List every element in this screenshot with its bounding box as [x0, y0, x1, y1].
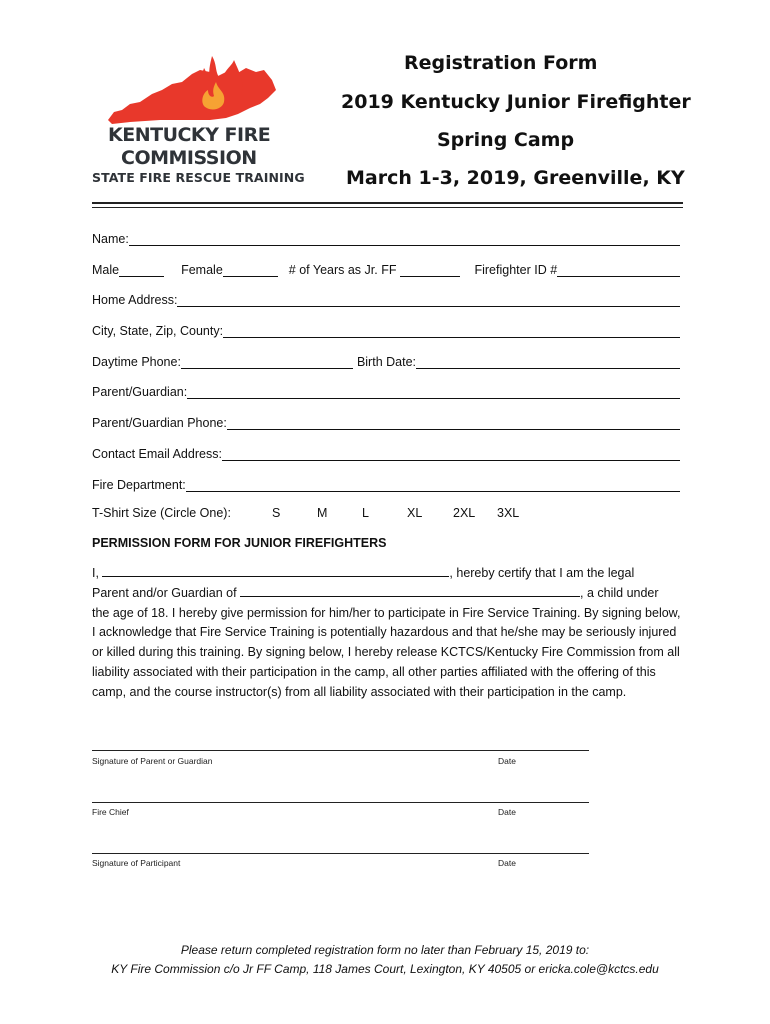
department-field[interactable]	[186, 477, 680, 492]
chief-signature-label: Fire Chief	[92, 807, 129, 817]
department-row	[92, 474, 680, 492]
parent-phone-field[interactable]	[227, 415, 680, 430]
city-row	[92, 320, 680, 338]
email-label: Contact Email Address:	[92, 447, 222, 461]
header-rule-thick	[92, 202, 683, 204]
shirt-size-l[interactable]: L	[362, 506, 369, 520]
name-label: Name:	[92, 232, 129, 246]
firefighter-id-field[interactable]	[557, 262, 680, 277]
male-label: Male	[92, 263, 120, 277]
name-field[interactable]	[129, 231, 680, 246]
logo-line-1: KENTUCKY FIRE	[108, 124, 271, 146]
female-label: Female	[181, 263, 223, 277]
female-field[interactable]	[223, 262, 278, 277]
event-subtitle: Spring Camp	[437, 129, 575, 151]
firefighter-id-label: Firefighter ID #	[474, 263, 558, 277]
permission-paragraph	[92, 564, 684, 703]
shirt-size-m[interactable]: M	[317, 506, 328, 520]
address-field[interactable]	[177, 292, 680, 307]
event-dates: March 1-3, 2019, Greenville, KY	[346, 167, 685, 189]
child-name-field[interactable]	[240, 584, 580, 597]
birth-date-label: Birth Date:	[356, 355, 416, 369]
phone-row	[92, 351, 680, 369]
city-label: City, State, Zip, County:	[92, 324, 224, 338]
shirt-size-3xl[interactable]: 3XL	[497, 506, 520, 520]
participant-signature-label: Signature of Participant	[92, 858, 181, 868]
email-field[interactable]	[222, 446, 680, 461]
parent-signature-line[interactable]	[92, 750, 589, 751]
parent-phone-label: Parent/Guardian Phone:	[92, 416, 227, 430]
years-field[interactable]	[400, 262, 460, 277]
parent-signature-label: Signature of Parent or Guardian	[92, 756, 213, 766]
address-row	[92, 289, 680, 307]
shirt-size-label: T-Shirt Size (Circle One):	[92, 506, 231, 520]
guardian-name-field[interactable]	[102, 564, 449, 577]
kentucky-fire-commission-logo	[100, 52, 280, 127]
parent-field[interactable]	[187, 384, 680, 399]
participant-signature-line[interactable]	[92, 853, 589, 854]
years-label: # of Years as Jr. FF	[288, 263, 397, 277]
department-label: Fire Department:	[92, 478, 186, 492]
email-row	[92, 443, 680, 461]
permission-line2-suffix: , a child under	[580, 585, 659, 600]
permission-title: PERMISSION FORM FOR JUNIOR FIREFIGHTERS	[92, 536, 387, 550]
form-title: Registration Form	[404, 52, 598, 74]
parent-label: Parent/Guardian:	[92, 385, 188, 399]
permission-body: the age of 18. I hereby give permission for him/her to participate in Fire Service Training. By signing below, I acknowledge that Fire Service Training is potentially hazardous and that he/she may be seriously injured or killed during this training. By signing below, I hereby release KCTCS/Kentucky Fire Commission from all liability associated with their participation in the camp, all other parties affiliated with the offering of this camp, and the course instructor(s) from all liability associated with their participation in the camp.	[92, 605, 681, 699]
footer-line-1: Please return completed registration form no later than February 15, 2019 to:	[180, 943, 590, 957]
header-rule-thin	[92, 207, 683, 208]
permission-line2-prefix: Parent and/or Guardian of	[92, 585, 241, 600]
demographics-row	[92, 259, 680, 277]
name-row	[92, 228, 680, 246]
permission-line1-prefix: I,	[92, 566, 103, 580]
shirt-size-s[interactable]: S	[272, 506, 281, 520]
shirt-size-2xl[interactable]: 2XL	[453, 506, 476, 520]
shirt-size-xl[interactable]: XL	[407, 506, 423, 520]
footer-line-2: KY Fire Commission c/o Jr FF Camp, 118 James Court, Lexington, KY 40505 or ericka.cole@kctcs.edu	[111, 962, 659, 976]
participant-date-label: Date	[498, 858, 516, 868]
chief-signature-line[interactable]	[92, 802, 589, 803]
logo-line-2: COMMISSION	[121, 147, 257, 169]
phone-field[interactable]	[181, 354, 353, 369]
parent-date-label: Date	[498, 756, 516, 766]
logo-subtitle: STATE FIRE RESCUE TRAINING	[92, 170, 305, 185]
male-field[interactable]	[119, 262, 164, 277]
event-name: 2019 Kentucky Junior Firefighter	[341, 91, 691, 113]
parent-phone-row	[92, 412, 680, 430]
birth-date-field[interactable]	[416, 354, 680, 369]
permission-line1-suffix: , hereby certify that I am the legal	[449, 566, 635, 580]
city-field[interactable]	[223, 323, 680, 338]
address-label: Home Address:	[92, 293, 178, 307]
parent-row	[92, 381, 680, 399]
phone-label: Daytime Phone:	[92, 355, 181, 369]
chief-date-label: Date	[498, 807, 516, 817]
